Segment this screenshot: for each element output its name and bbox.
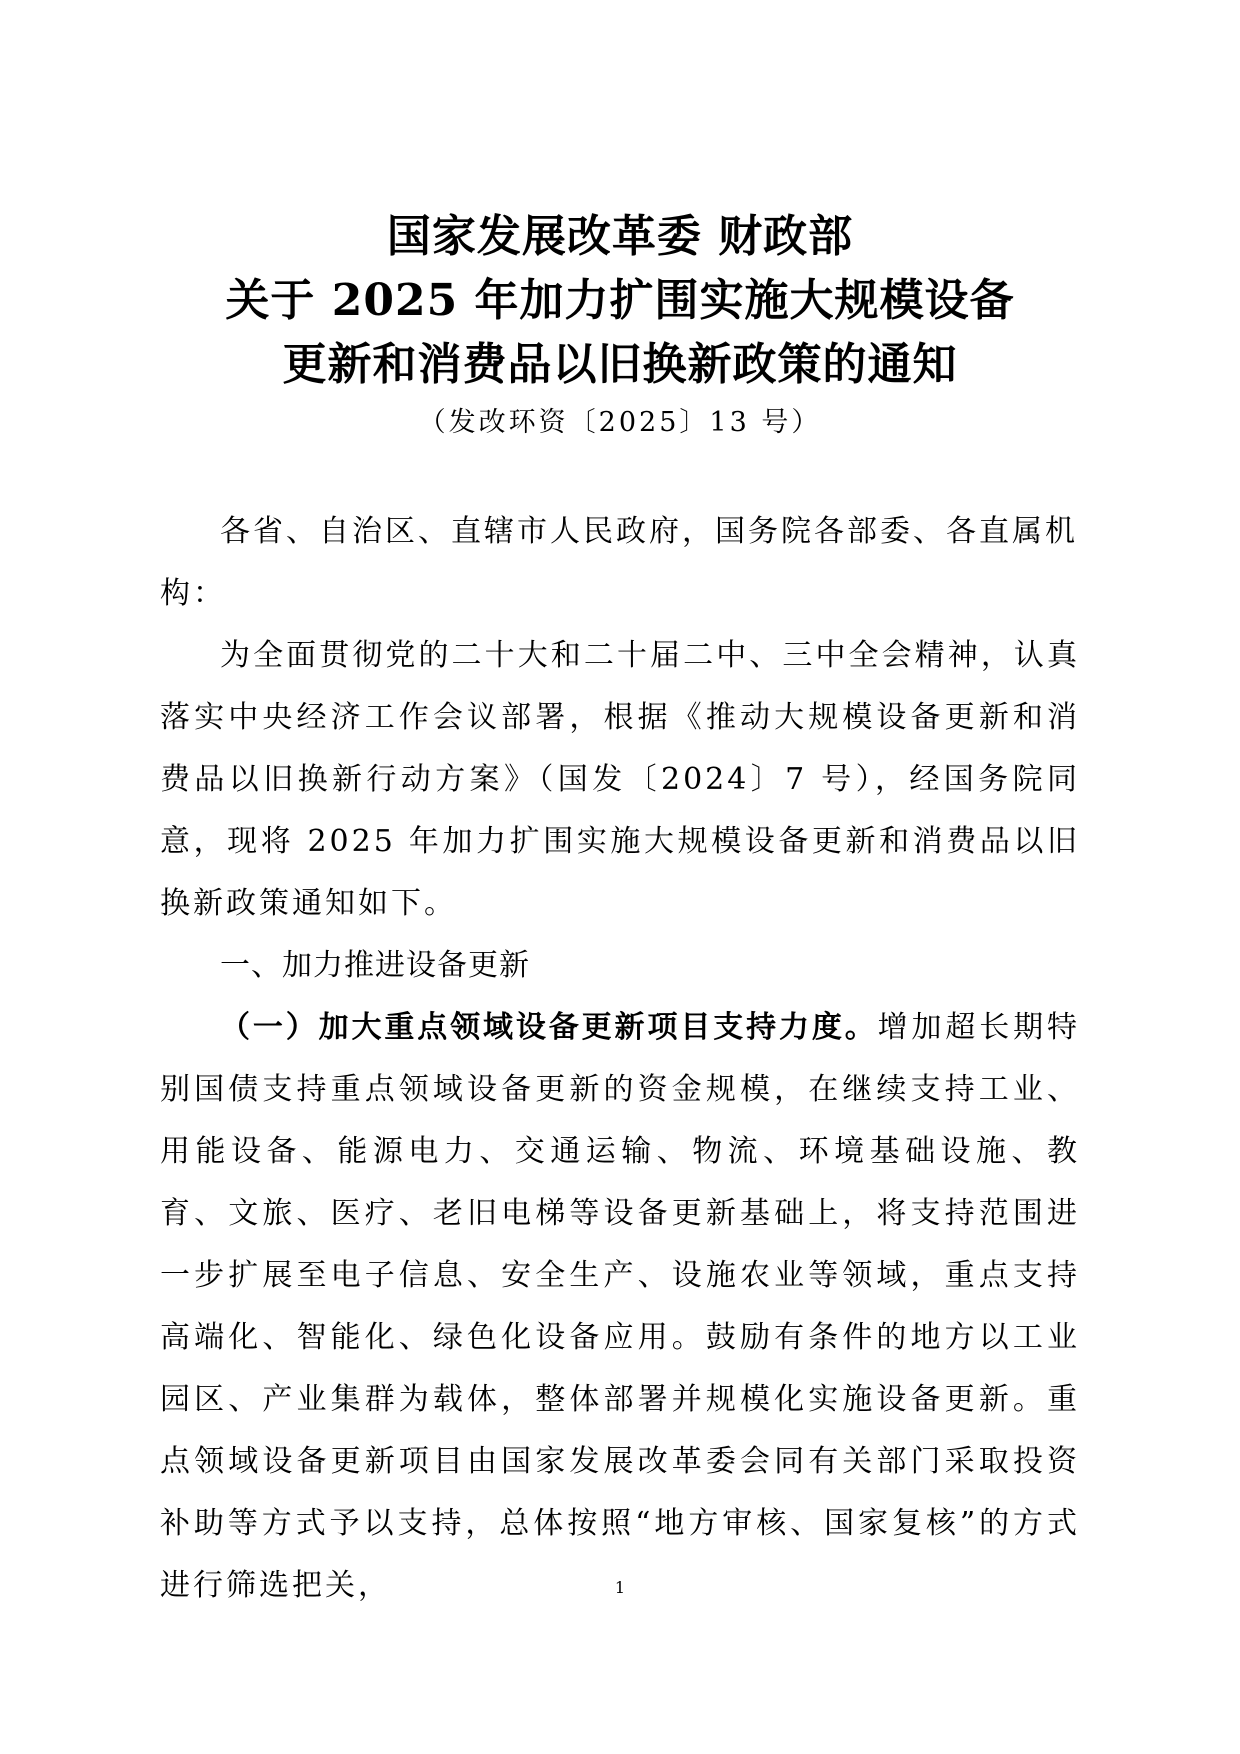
- document-title-block: [160, 205, 1080, 443]
- page-number: 1: [614, 1578, 626, 1597]
- document-title-line-2: 关于 2025 年加力扩围实施大规模设备: [225, 275, 1015, 326]
- document-body: [160, 501, 1080, 1617]
- subsection-paragraph: [160, 997, 1080, 1617]
- section-heading: 一、加力推进设备更新: [220, 948, 530, 983]
- document-number: （发改环资〔2025〕13 号）: [418, 407, 822, 438]
- intro-paragraph: 为全面贯彻党的二十大和二十届二中、三中全会精神，认真落实中央经济工作会议部署，根据《推动大规模设备更新和消费品以旧换新行动方案》（国发〔2024〕7 号），经国务院同意，现将 2025 年加力扩围实施大规模设备更新和消费品以旧换新政策通知如下。: [160, 638, 1080, 921]
- document-title-line-3: 更新和消费品以旧换新政策的通知: [282, 339, 958, 390]
- salutation: 各省、自治区、直辖市人民政府，国务院各部委、各直属机构：: [160, 514, 1078, 611]
- subsection-text: 增加超长期特别国债支持重点领域设备更新的资金规模，在继续支持工业、用能设备、能源电力、交通运输、物流、环境基础设施、教育、文旅、医疗、老旧电梯等设备更新基础上，将支持范围进一步扩展至电子信息、安全生产、设施农业等领域，重点支持高端化、智能化、绿色化设备应用。鼓励有条件的地方以工业园区、产业集群为载体，整体部署并规模化实施设备更新。重点领域设备更新项目由国家发展改革委会同有关部门采取投资补助等方式予以支持，总体按照“地方审核、国家复核”的方式进行筛选把关，: [160, 1010, 1081, 1603]
- document-title-line-1: 国家发展改革委 财政部: [386, 211, 854, 262]
- subsection-lead: （一）加大重点领域设备更新项目支持力度。: [220, 1010, 878, 1045]
